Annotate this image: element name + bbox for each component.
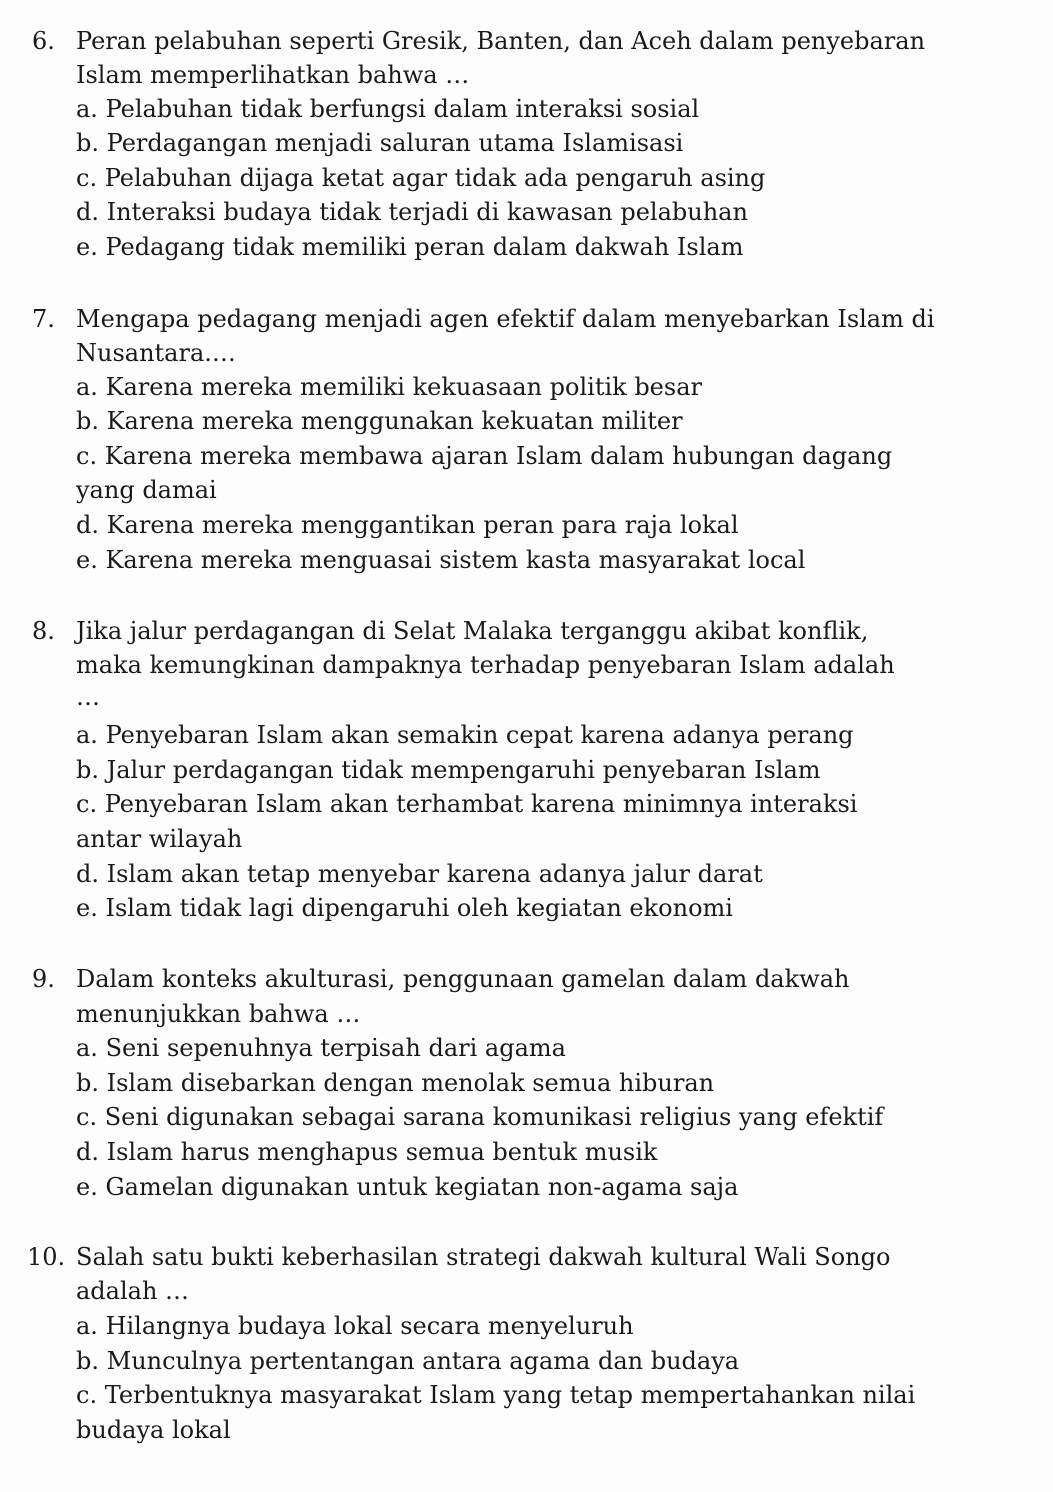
question-stem-line: Dalam konteks akulturasi, penggunaan gamelan dalam dakwah [76,965,850,993]
option-b: b. Karena mereka menggunakan kekuatan militer [76,407,683,435]
option-e: e. Karena mereka menguasai sistem kasta masyarakat local [76,546,806,574]
question-stem-line: Peran pelabuhan seperti Gresik, Banten, dan Aceh dalam penyebaran [76,27,926,55]
option-e: e. Pedagang tidak memiliki peran dalam dakwah Islam [76,233,744,261]
option-a: a. Hilangnya budaya lokal secara menyeluruh [76,1312,634,1340]
option-a: a. Seni sepenuhnya terpisah dari agama [76,1034,566,1062]
question-number: 10. [27,1243,66,1271]
option-c-continued: budaya lokal [76,1416,231,1444]
option-e: e. Islam tidak lagi dipengaruhi oleh kegiatan ekonomi [76,894,733,922]
question-number: 7. [32,305,55,333]
option-d: d. Interaksi budaya tidak terjadi di kawasan pelabuhan [76,198,748,226]
option-c: c. Pelabuhan dijaga ketat agar tidak ada pengaruh asing [76,164,766,192]
option-d: d. Islam harus menghapus semua bentuk musik [76,1138,658,1166]
option-a: a. Karena mereka memiliki kekuasaan politik besar [76,373,702,401]
option-c: c. Penyebaran Islam akan terhambat karena minimnya interaksi [76,790,858,818]
question-stem-line: Islam memperlihatkan bahwa … [76,61,470,89]
option-c: c. Seni digunakan sebagai sarana komunikasi religius yang efektif [76,1103,884,1131]
option-b: b. Perdagangan menjadi saluran utama Islamisasi [76,129,684,157]
question-stem-line: adalah … [76,1277,190,1305]
option-c: c. Terbentuknya masyarakat Islam yang tetap mempertahankan nilai [76,1381,916,1409]
question-stem-line: Salah satu bukti keberhasilan strategi dakwah kultural Wali Songo [76,1243,891,1271]
option-b: b. Munculnya pertentangan antara agama dan budaya [76,1347,740,1375]
option-b: b. Islam disebarkan dengan menolak semua hiburan [76,1069,715,1097]
question-stem-line: Mengapa pedagang menjadi agen efektif dalam menyebarkan Islam di [76,305,935,333]
option-d: d. Karena mereka menggantikan peran para raja lokal [76,511,739,539]
option-c-continued: antar wilayah [76,825,243,853]
option-c-continued: yang damai [76,476,217,504]
option-a: a. Penyebaran Islam akan semakin cepat karena adanya perang [76,721,854,749]
option-a: a. Pelabuhan tidak berfungsi dalam interaksi sosial [76,95,700,123]
question-number: 6. [32,27,55,55]
option-c: c. Karena mereka membawa ajaran Islam dalam hubungan dagang [76,442,893,470]
question-stem-line: maka kemungkinan dampaknya terhadap penyebaran Islam adalah [76,651,895,679]
question-stem-line: Nusantara.… [76,339,236,367]
question-number: 9. [32,965,55,993]
question-stem-line: Jika jalur perdagangan di Selat Malaka terganggu akibat konflik, [76,617,869,645]
question-stem-line: menunjukkan bahwa … [76,1000,361,1028]
option-e: e. Gamelan digunakan untuk kegiatan non-agama saja [76,1173,739,1201]
option-d: d. Islam akan tetap menyebar karena adanya jalur darat [76,860,763,888]
question-stem-line: … [76,683,100,711]
option-b: b. Jalur perdagangan tidak mempengaruhi penyebaran Islam [76,756,821,784]
question-number: 8. [32,617,55,645]
